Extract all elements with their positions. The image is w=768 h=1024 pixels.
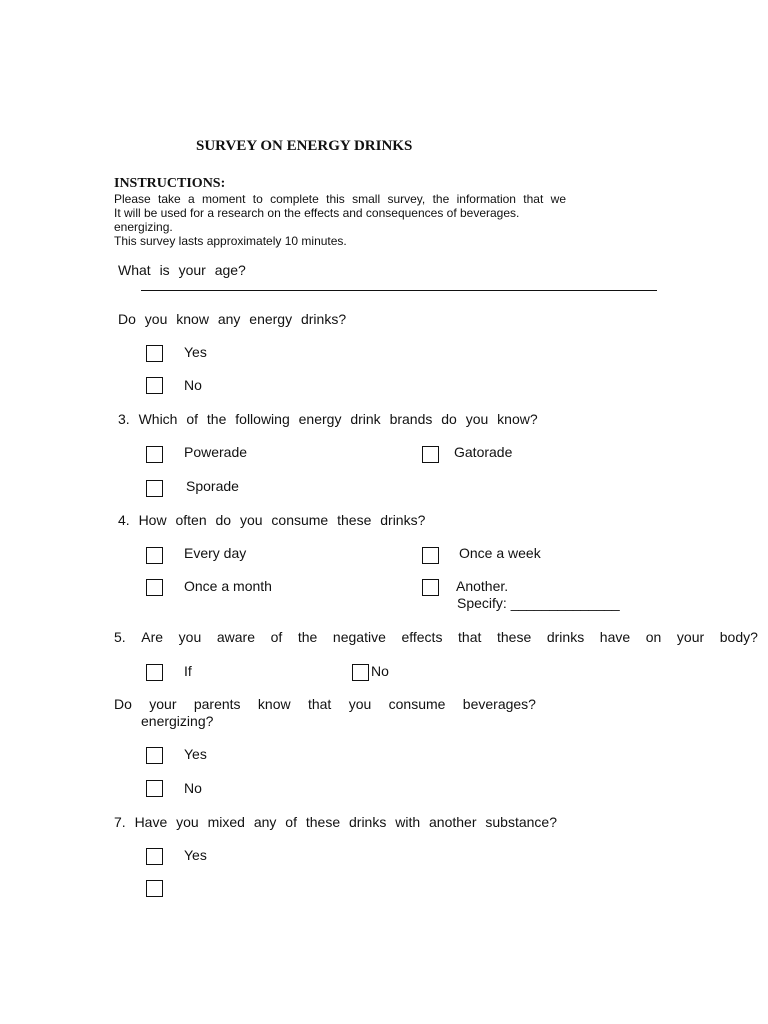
q6-word: beverages? <box>462 696 536 712</box>
survey-title: SURVEY ON ENERGY DRINKS <box>196 138 413 154</box>
option-q4-every-day-label: Every day <box>184 545 247 561</box>
q5-word: Are <box>141 629 164 645</box>
option-q3-gatorade-label: Gatorade <box>454 444 513 460</box>
checkbox-q4-once-a-week[interactable] <box>422 547 439 564</box>
question-age: What is your age? <box>118 262 246 278</box>
option-q5-no-label: No <box>371 663 389 679</box>
checkbox-q5-no[interactable] <box>352 664 369 681</box>
option-q4-once-a-week-label: Once a week <box>459 545 541 561</box>
q5-word: of <box>270 629 283 645</box>
q5-word: effects <box>401 629 443 645</box>
instructions-line-3: energizing. <box>114 220 173 234</box>
checkbox-q6-yes[interactable] <box>146 747 163 764</box>
q6-word: know <box>257 696 291 712</box>
q6-word: Do <box>114 696 132 712</box>
checkbox-q4-once-a-month[interactable] <box>146 579 163 596</box>
option-q3-powerade-label: Powerade <box>184 444 248 460</box>
option-q4-another-label: Another. <box>456 578 509 594</box>
q5-word: negative <box>332 629 386 645</box>
q5-word: your <box>676 629 705 645</box>
q4-specify-field[interactable]: Specify: ______________ <box>457 595 620 611</box>
option-q7-yes-label: Yes <box>184 847 207 863</box>
checkbox-q2-yes[interactable] <box>146 345 163 362</box>
checkbox-q3-powerade[interactable] <box>146 446 163 463</box>
instructions-line-4: This survey lasts approximately 10 minutes. <box>114 234 347 248</box>
option-q3-sporade-label: Sporade <box>186 478 239 494</box>
checkbox-q2-no[interactable] <box>146 377 163 394</box>
q6-word: that <box>307 696 332 712</box>
q5-word: the <box>297 629 318 645</box>
checkbox-q4-every-day[interactable] <box>146 547 163 564</box>
option-q2-no-label: No <box>184 377 202 393</box>
checkbox-q5-if[interactable] <box>146 664 163 681</box>
question-parents-know-line-2: energizing? <box>141 713 214 729</box>
question-parents-know <box>114 696 536 712</box>
q5-word: you <box>178 629 202 645</box>
checkbox-q7-yes[interactable] <box>146 848 163 865</box>
checkbox-q7-second[interactable] <box>146 880 163 897</box>
q5-word: that <box>458 629 482 645</box>
q5-word: body? <box>719 629 758 645</box>
q6-word: parents <box>193 696 241 712</box>
q6-word: your <box>149 696 177 712</box>
question-brands: 3. Which of the following energy drink brands do you know? <box>118 411 538 427</box>
question-aware-negative-effects <box>114 629 758 645</box>
instructions-heading: INSTRUCTIONS: <box>114 176 226 191</box>
q6-word: consume <box>388 696 446 712</box>
question-mixed-substance: 7. Have you mixed any of these drinks with another substance? <box>114 814 557 830</box>
option-q6-yes-label: Yes <box>184 746 207 762</box>
option-q4-once-a-month-label: Once a month <box>184 578 272 594</box>
q6-word: you <box>348 696 372 712</box>
age-answer-line[interactable] <box>141 290 657 291</box>
q5-word: have <box>599 629 631 645</box>
checkbox-q4-another[interactable] <box>422 579 439 596</box>
checkbox-q6-no[interactable] <box>146 780 163 797</box>
checkbox-q3-sporade[interactable] <box>146 480 163 497</box>
q5-word: 5. <box>114 629 126 645</box>
q5-word: aware <box>216 629 255 645</box>
question-know-energy-drinks: Do you know any energy drinks? <box>118 311 347 327</box>
checkbox-q3-gatorade[interactable] <box>422 446 439 463</box>
instructions-line-1: Please take a moment to complete this small survey, the information that we <box>114 192 566 206</box>
option-q2-yes-label: Yes <box>184 344 207 360</box>
option-q6-no-label: No <box>184 780 202 796</box>
q5-word: these <box>497 629 532 645</box>
option-q5-if-label: If <box>184 663 192 679</box>
q5-word: on <box>645 629 662 645</box>
instructions-line-2: It will be used for a research on the effects and consequences of beverages. <box>114 206 520 220</box>
question-frequency: 4. How often do you consume these drinks? <box>118 512 426 528</box>
q5-word: drinks <box>546 629 585 645</box>
